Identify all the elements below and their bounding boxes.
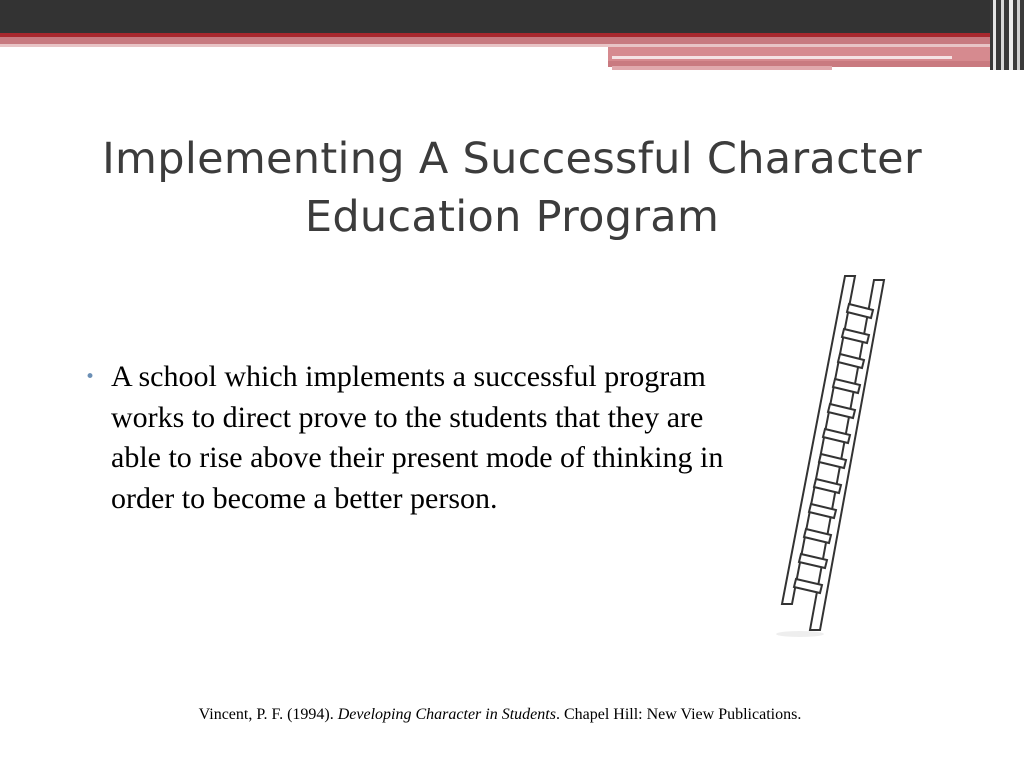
ladder-icon bbox=[770, 268, 895, 640]
bullet-list bbox=[84, 357, 724, 519]
bullet-dot-icon: • bbox=[85, 367, 96, 387]
slide-title: Implementing A Successful Character Education Program bbox=[102, 134, 922, 242]
citation bbox=[0, 706, 1000, 724]
citation-publisher: . Chapel Hill: New View Publications. bbox=[555, 706, 802, 723]
citation-book-title: Developing Character in Students bbox=[337, 706, 556, 723]
list-item bbox=[84, 357, 724, 519]
header-band bbox=[0, 0, 1024, 80]
bullet-text: A school which implements a successful program works to direct prove to the students that they are able to rise above their present mode of thinking in order to become a better person. bbox=[111, 360, 724, 515]
citation-author: Vincent, P. F. (1994). bbox=[198, 706, 334, 723]
